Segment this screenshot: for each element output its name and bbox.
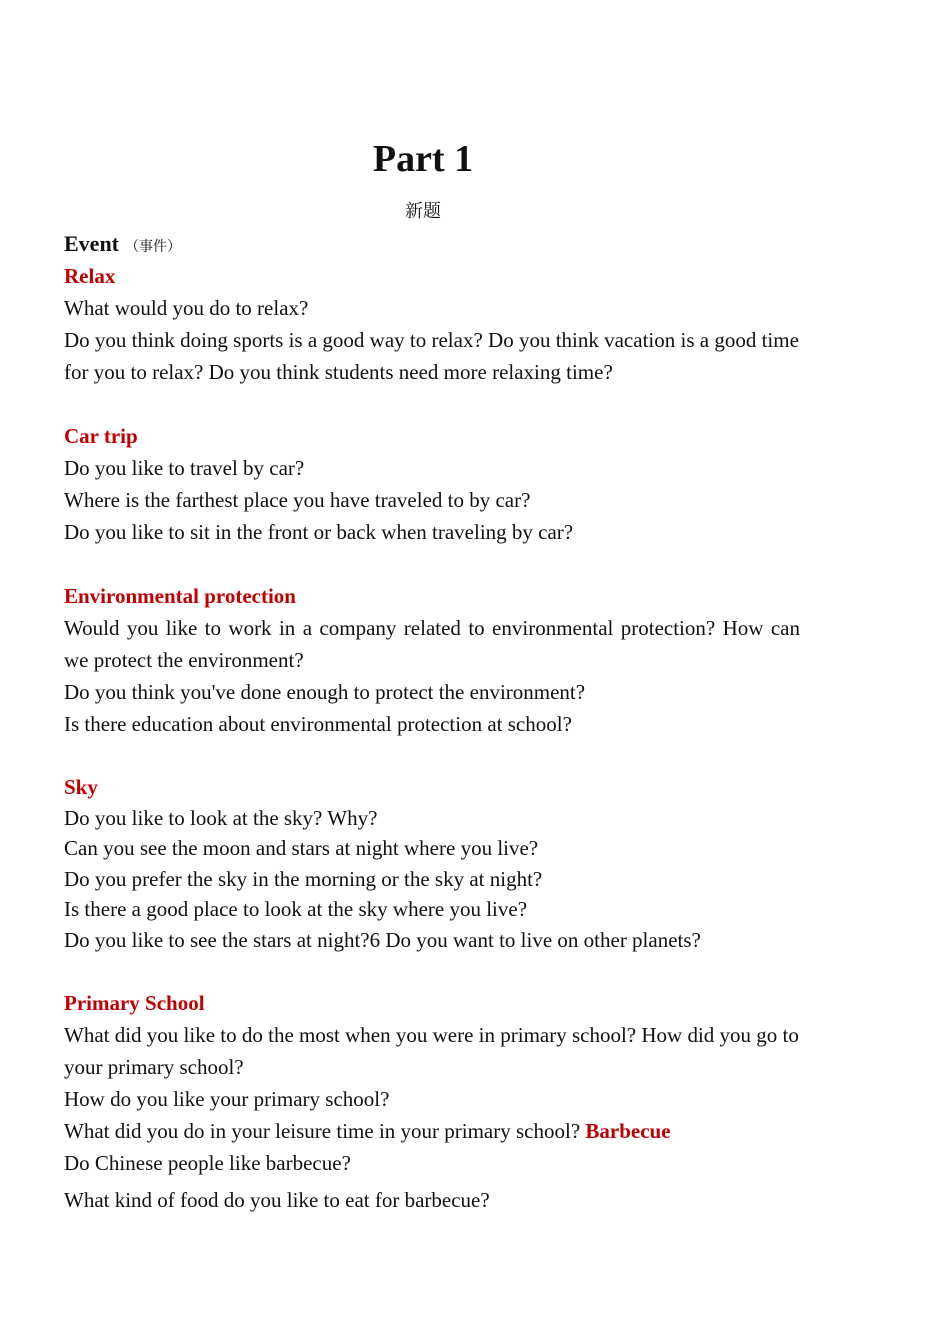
section-heading: Sky: [64, 775, 98, 799]
section-heading: Relax: [64, 264, 116, 288]
section-heading: Primary School: [64, 991, 205, 1015]
page-title: Part 1: [372, 138, 474, 180]
section-relax: [64, 260, 800, 388]
section-primary-school: [64, 987, 800, 1216]
section-environmental-protection: [64, 580, 800, 740]
question-line: Do Chinese people like barbecue?: [64, 1151, 351, 1175]
question-line: Where is the farthest place you have traveled to by car?: [64, 488, 531, 512]
section-heading: Car trip: [64, 424, 138, 448]
question-list: [64, 260, 800, 1248]
event-category: [64, 230, 181, 261]
question-line: What kind of food do you like to eat for barbecue?: [64, 1188, 490, 1212]
question-line-with-heading: [64, 1115, 800, 1147]
section-heading-barbecue: Barbecue: [585, 1119, 671, 1143]
question-line: How do you like your primary school?: [64, 1087, 390, 1111]
question-line: Do you like to sit in the front or back when traveling by car?: [64, 520, 574, 544]
question-line: Would you like to work in a company related to environmental protection? How can we protect the environment?: [64, 616, 800, 672]
question-line: What would you do to relax?: [64, 296, 309, 320]
section-heading: Environmental protection: [64, 584, 296, 608]
question-line: Do you prefer the sky in the morning or the sky at night?: [64, 866, 543, 891]
page-subtitle: 新题: [405, 201, 441, 222]
question-line: Do you think doing sports is a good way to relax? Do you think vacation is a good time for you to relax? Do you think students need more relaxing time?: [64, 328, 799, 384]
section-car-trip: [64, 420, 800, 548]
question-line: Can you see the moon and stars at night where you live?: [64, 836, 539, 860]
question-line: Do you like to travel by car?: [64, 456, 305, 480]
question-text: What did you do in your leisure time in your primary school?: [64, 1119, 581, 1143]
event-label: Event: [64, 231, 119, 256]
question-line: Do you think you've done enough to protect the environment?: [64, 680, 586, 704]
question-line: Do you like to look at the sky? Why?: [64, 805, 378, 830]
event-note: （事件）: [125, 239, 181, 255]
section-sky: [64, 772, 800, 955]
question-line: Do you like to see the stars at night?6 Do you want to live on other planets?: [64, 927, 701, 952]
question-line: Is there a good place to look at the sky where you live?: [64, 897, 528, 921]
question-line: What did you like to do the most when you were in primary school? How did you go to your primary school?: [64, 1023, 799, 1079]
question-line: Is there education about environmental protection at school?: [64, 712, 572, 736]
